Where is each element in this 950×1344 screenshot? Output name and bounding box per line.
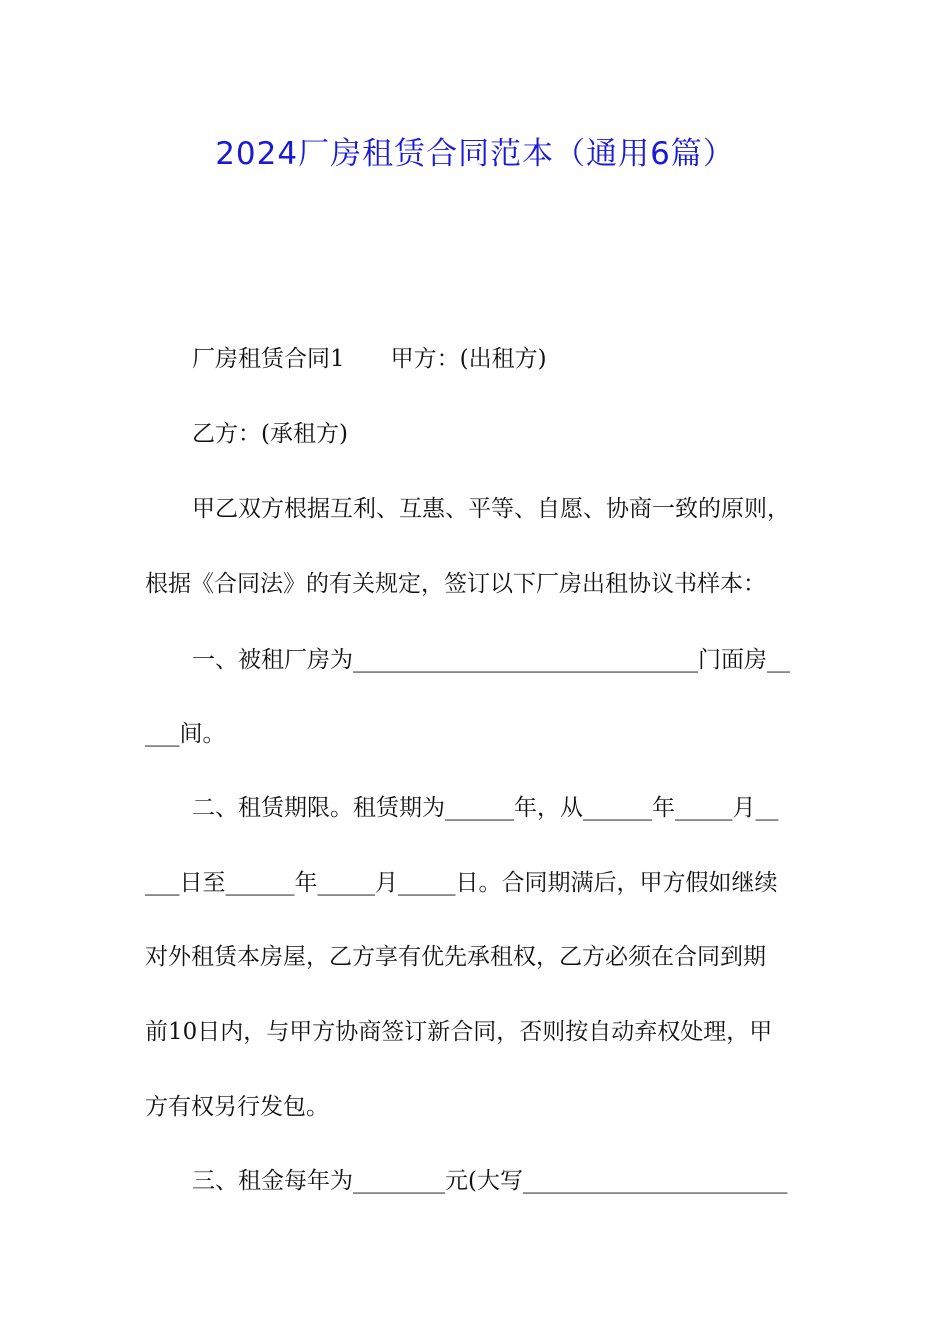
document-title: 2024厂房租赁合同范本（通用6篇）: [215, 136, 735, 172]
text-line: 三、租金每年为________元(大写_______________________: [192, 1168, 788, 1194]
text-line: 对外租赁本房屋，乙方享有优先承租权，乙方必须在合同到期: [145, 944, 766, 970]
text-line: 厂房租赁合同1 甲方：(出租方): [192, 346, 547, 372]
text-line: 一、被租厂房为______________________________门面房__: [192, 647, 790, 673]
text-line: 方有权另行发包。: [145, 1094, 329, 1120]
text-line: 二、租赁期限。租赁期为______年，从______年_____月__: [192, 795, 779, 821]
text-line: 甲乙双方根据互利、互惠、平等、自愿、协商一致的原则，: [192, 496, 790, 522]
text-line: ___间。: [145, 721, 226, 747]
text-line: 前10日内，与甲方协商签订新合同，否则按自动弃权处理，甲: [145, 1019, 773, 1045]
text-line: ___日至______年_____月_____日。合同期满后，甲方假如继续: [145, 870, 778, 896]
text-line: 根据《合同法》的有关规定，签订以下厂房出租协议书样本：: [145, 571, 766, 597]
text-line: 乙方：(承租方): [192, 421, 348, 447]
